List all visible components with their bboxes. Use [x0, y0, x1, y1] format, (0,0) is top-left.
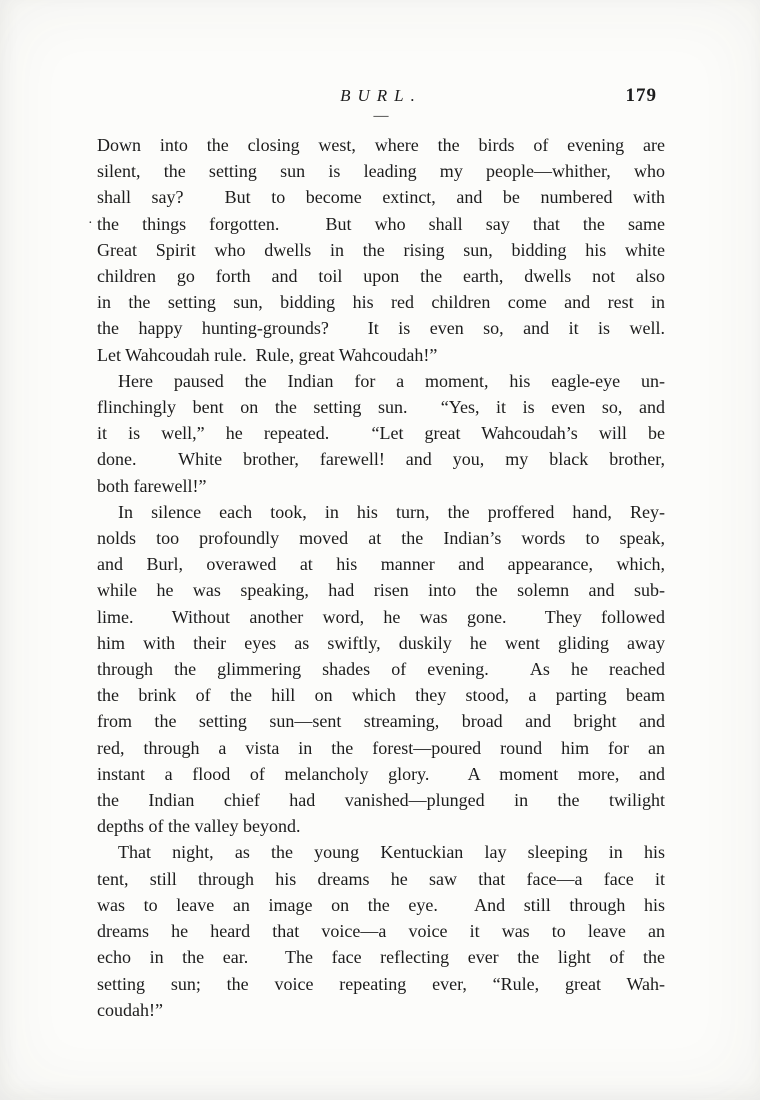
- text-line: through the glimmering shades of evening. As he reached: [97, 659, 665, 680]
- text-line: the Indian chief had vanished—plunged in the twilight: [97, 790, 665, 811]
- text-line: tent, still through his dreams he saw that face—a face it: [97, 868, 665, 889]
- paragraph: [88, 132, 665, 368]
- text-block: [88, 85, 665, 1023]
- text-line: the happy hunting-grounds? It is even so, and it is well.: [97, 318, 665, 339]
- text-line: done. White brother, farewell! and you, my black brother,: [97, 449, 665, 470]
- paragraph: [97, 499, 665, 840]
- running-title: BURL.: [340, 86, 422, 105]
- page-header: [97, 86, 665, 110]
- text-line: shall say? But to become extinct, and be numbered with: [97, 187, 665, 208]
- text-line: That night, as the young Kentuckian lay sleeping in his: [118, 842, 665, 863]
- text-line: echo in the ear. The face reflecting ever the light of the: [97, 947, 665, 968]
- text-line: nolds too profoundly moved at the Indian’s words to speak,: [97, 528, 665, 549]
- print-artifact-dot: ·: [88, 215, 93, 231]
- text-line: from the setting sun—sent streaming, broad and bright and: [97, 711, 665, 732]
- text-line: · the things forgotten. But who shall say that the same: [97, 211, 665, 237]
- text-line: Down into the closing west, where the birds of evening are: [97, 135, 665, 155]
- text-line: lime. Without another word, he was gone. They followed: [97, 606, 665, 627]
- text-line: and Burl, overawed at his manner and appearance, which,: [97, 554, 665, 575]
- text-line: dreams he heard that voice—a voice it was to leave an: [97, 921, 665, 942]
- text-line: was to leave an image on the eye. And still through his: [97, 894, 665, 915]
- text-line: in the setting sun, bidding his red children come and rest in: [97, 292, 665, 313]
- text-line: while he was speaking, had risen into the solemn and sub-: [97, 580, 665, 601]
- header-divider-rule: —: [373, 108, 389, 124]
- text-line: it is well,” he repeated. “Let great Wahcoudah’s will be: [97, 423, 665, 444]
- page-number: 179: [625, 85, 657, 106]
- text-line: flinchingly bent on the setting sun. “Yes, it is even so, and: [97, 397, 665, 418]
- text-line: children go forth and toil upon the earth, dwells not also: [97, 266, 665, 287]
- text-line: coudah!”: [97, 999, 163, 1020]
- text-line: Great Spirit who dwells in the rising sun, bidding his white: [97, 239, 665, 260]
- text-line: Let Wahcoudah rule. Rule, great Wahcoudah!”: [97, 344, 438, 365]
- text-line: In silence each took, in his turn, the proffered hand, Rey-: [118, 501, 665, 522]
- text-line: setting sun; the voice repeating ever, “Rule, great Wah-: [97, 973, 665, 994]
- text-line: him with their eyes as swiftly, duskily he went gliding away: [97, 632, 665, 653]
- text-line: depths of the valley beyond.: [97, 816, 301, 837]
- paragraph: [97, 839, 665, 1022]
- text-line: both farewell!”: [97, 475, 207, 496]
- text-line: red, through a vista in the forest—poured round him for an: [97, 737, 665, 758]
- text-line: the brink of the hill on which they stood, a parting beam: [97, 685, 665, 706]
- text-line: instant a flood of melancholy glory. A moment more, and: [97, 763, 665, 784]
- text-line: silent, the setting sun is leading my people—whither, who: [97, 161, 665, 182]
- text-line: Here paused the Indian for a moment, his eagle-eye un-: [118, 370, 665, 391]
- paragraph: [97, 368, 665, 499]
- page-body: [88, 132, 665, 1023]
